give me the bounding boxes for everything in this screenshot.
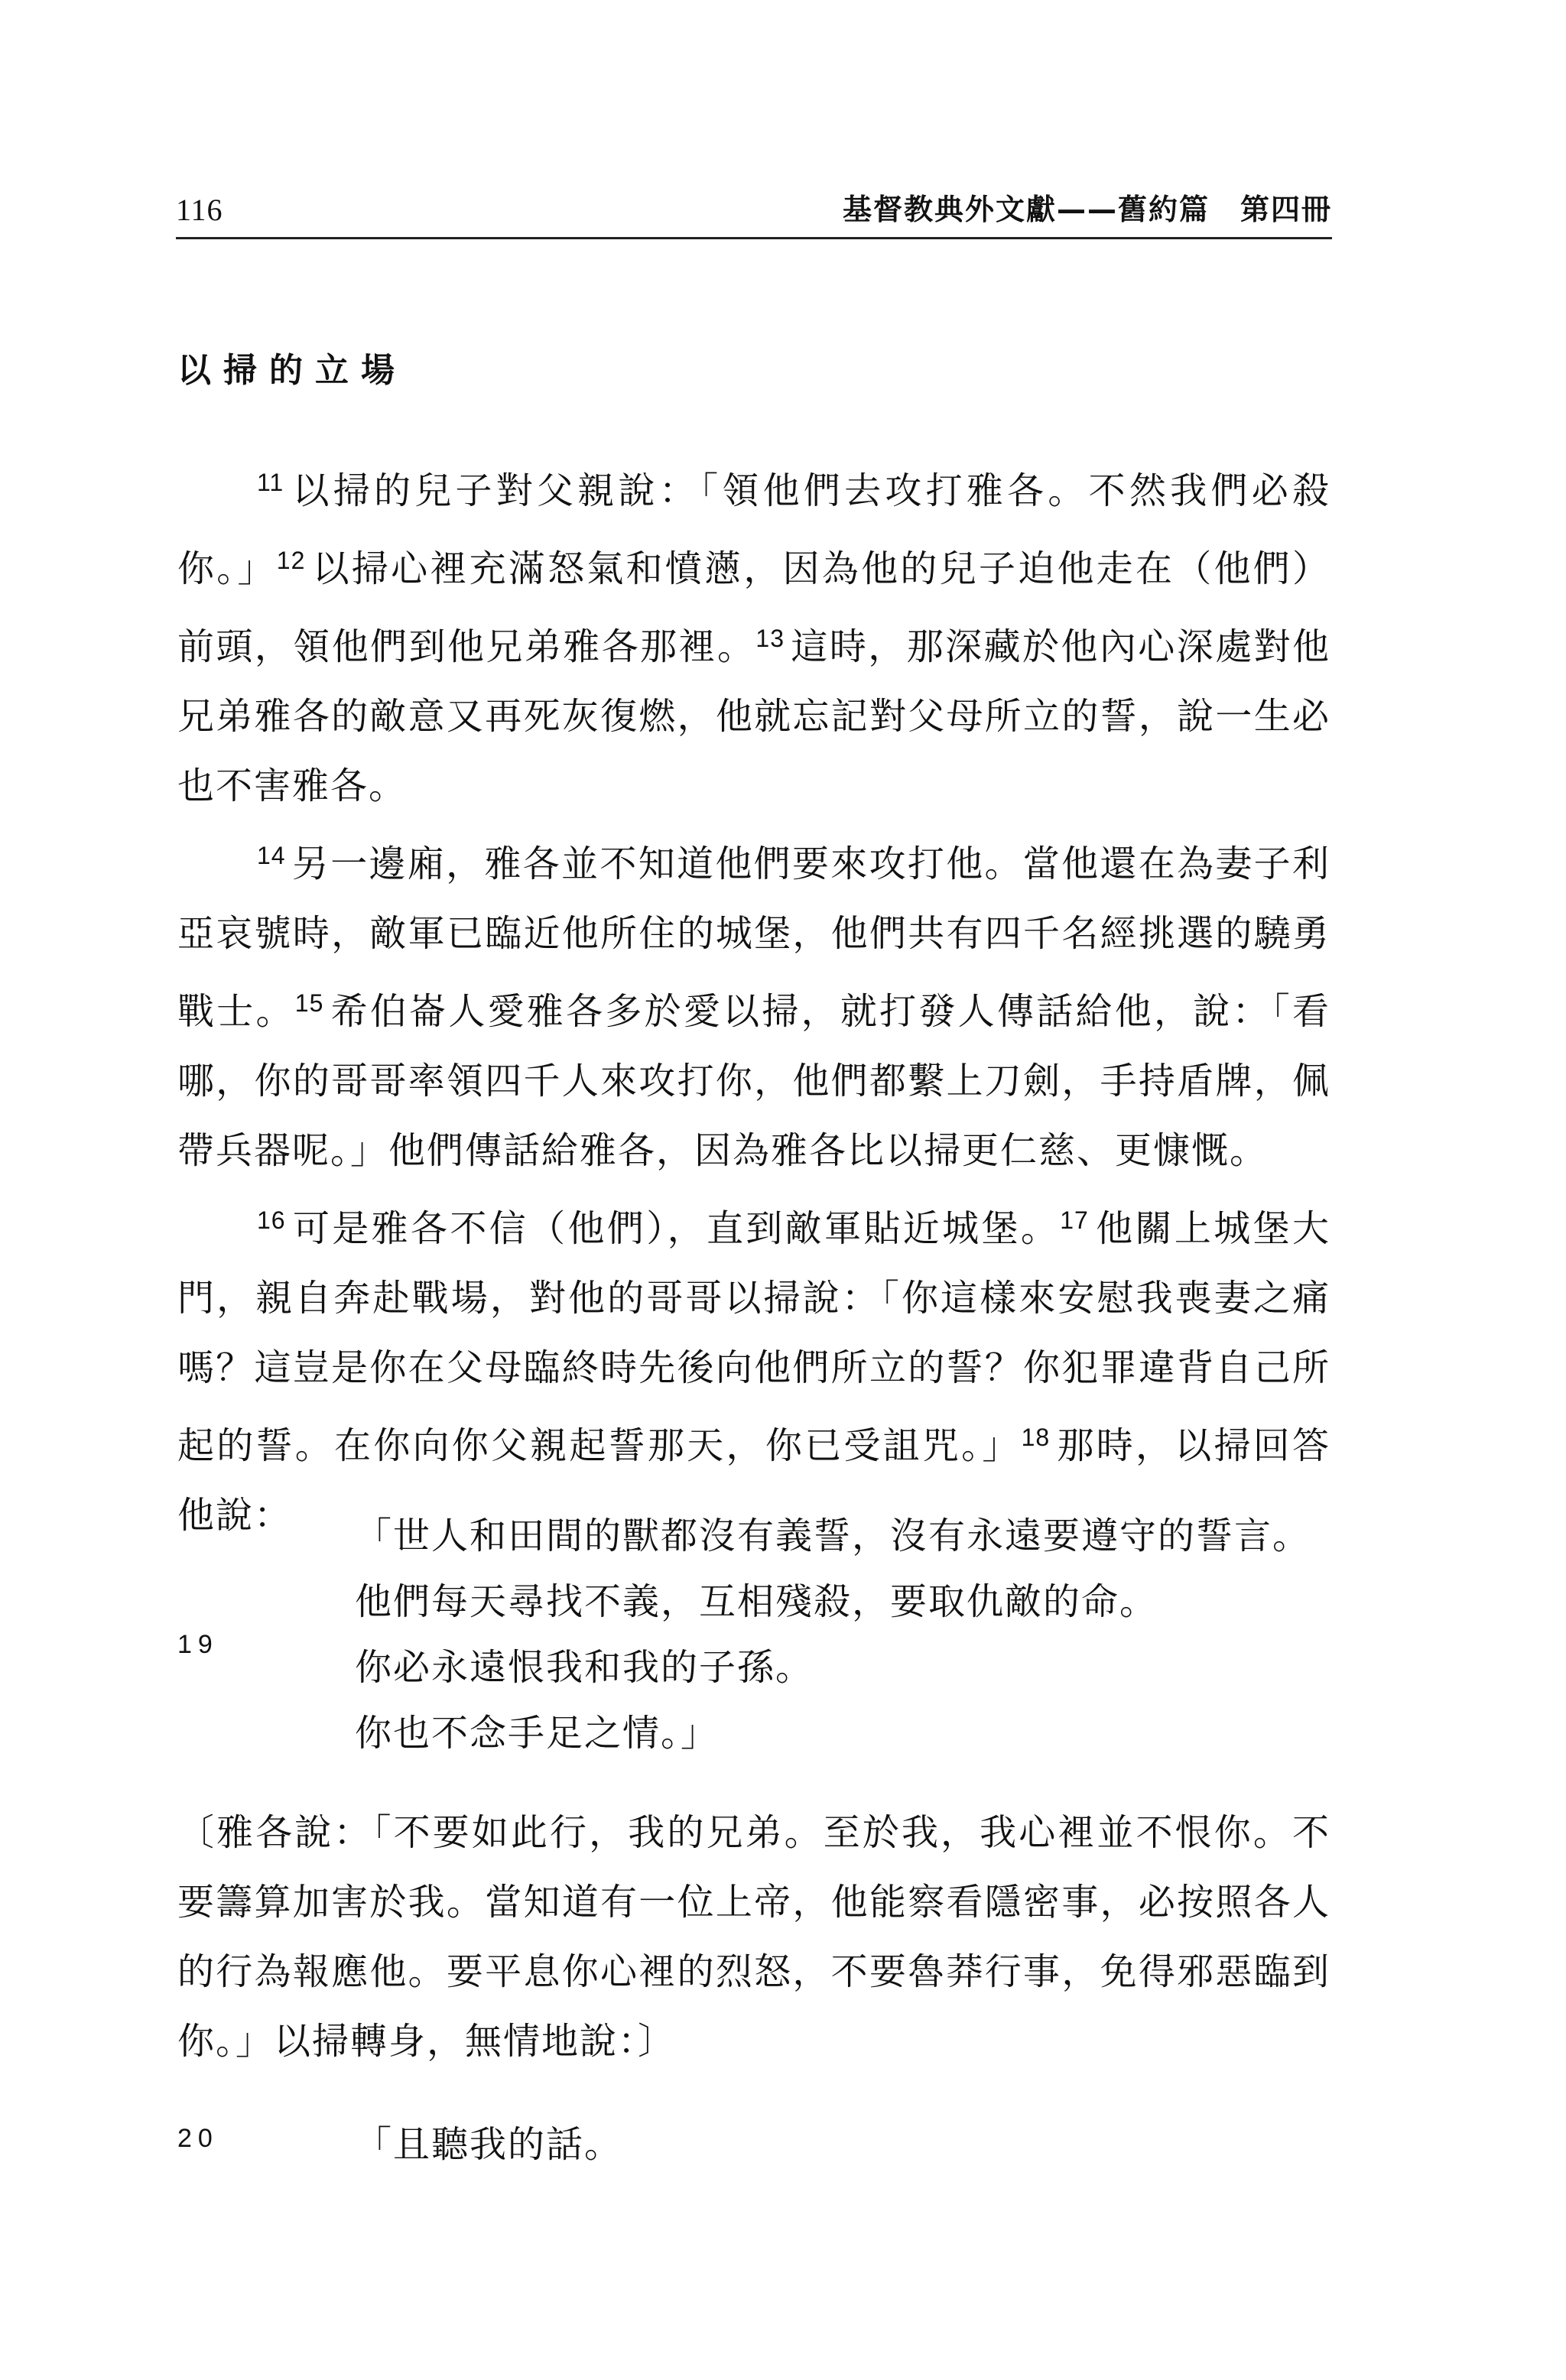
verse-text: 他關上城堡大門，親自奔赴戰場，對他的哥哥以掃說：「你這樣來安慰我喪妻之痛嗎？這豈是你在父母臨終時先後向他們所立的誓？你犯罪違背自己所起的誓。在你向你父親起誓那天，你已受詛咒。」 xyxy=(177,1207,1330,1467)
poem-line: 「世人和田間的獸都沒有義誓，沒有永遠要遵守的誓言。 xyxy=(355,1515,1311,1557)
bracket-paragraph-block xyxy=(177,1798,1330,2076)
verse-number: 12 xyxy=(276,547,306,574)
verse-text: 另一邊廂，雅各並不知道他們要來攻打他。當他還在為妻子利亞哀號時，敵軍已臨近他所住的城堡，他們共有四千名經挑選的驍勇戰士。 xyxy=(177,843,1330,1033)
body-text-block xyxy=(177,448,1330,1550)
section-title: 以掃的立場 xyxy=(177,351,407,390)
verse-text: 那時，以掃回答他說： xyxy=(177,1424,1330,1537)
verse-number: 11 xyxy=(257,469,284,496)
poem-line: 你也不念手足之情。」 xyxy=(355,1712,720,1755)
poem-verse-20 xyxy=(177,2115,1330,2184)
verse-text: 這時，那深藏於他內心深處對他兄弟雅各的敵意又再死灰復燃，他就忘記對父母所立的誓，說一生必也不害雅各。 xyxy=(177,625,1330,807)
page-number: 116 xyxy=(176,193,223,227)
page-header xyxy=(176,183,1332,239)
verse-text: 以掃的兒子對父親說：「領他們去攻打雅各。不然我們必殺你。」 xyxy=(177,469,1330,590)
verse-text: 以掃心裡充滿怒氣和憤懣，因為他的兒子迫他走在（他們）前頭，領他們到他兄弟雅各那裡。 xyxy=(177,547,1330,668)
verse-number: 16 xyxy=(257,1206,286,1234)
verse-number: 20 xyxy=(177,2124,219,2153)
verse-number: 15 xyxy=(294,989,324,1017)
verse-number: 19 xyxy=(177,1630,219,1659)
paragraph-1 xyxy=(177,448,1330,821)
paragraph-2 xyxy=(177,821,1330,1186)
poem-line: 你必永遠恨我和我的子孫。 xyxy=(355,1646,814,1689)
verse-number: 17 xyxy=(1060,1206,1089,1234)
paragraph-3 xyxy=(177,1186,1330,1550)
verse-number: 14 xyxy=(257,842,286,869)
running-title: 基督教典外文獻——舊約篇 第四冊 xyxy=(842,193,1332,226)
verse-text: 希伯崙人愛雅各多於愛以掃，就打發人傳話給他，說：「看哪，你的哥哥率領四千人來攻打你，他們都繫上刀劍，手持盾牌，佩帶兵器呢。」他們傳話給雅各，因為雅各比以掃更仁慈、更慷慨。 xyxy=(177,990,1330,1172)
verse-text: 可是雅各不信（他們），直到敵軍貼近城堡。 xyxy=(291,1207,1061,1250)
poem-line: 他們每天尋找不義，互相殘殺，要取仇敵的命。 xyxy=(355,1580,1158,1623)
bracket-paragraph: 〔雅各說：「不要如此行，我的兄弟。至於我，我心裡並不恨你。不要籌算加害於我。當知道有一位上帝，他能察看隱密事，必按照各人的行為報應他。要平息你心裡的烈怒，不要魯莽行事，免得邪惡臨到你。」以掃轉身，無情地說：〕 xyxy=(177,1811,1330,2063)
poem-verse-19 xyxy=(177,1498,1330,1758)
poem-line: 「且聽我的話。 xyxy=(355,2123,623,2166)
verse-number: 18 xyxy=(1021,1424,1051,1451)
verse-number: 13 xyxy=(755,625,785,652)
